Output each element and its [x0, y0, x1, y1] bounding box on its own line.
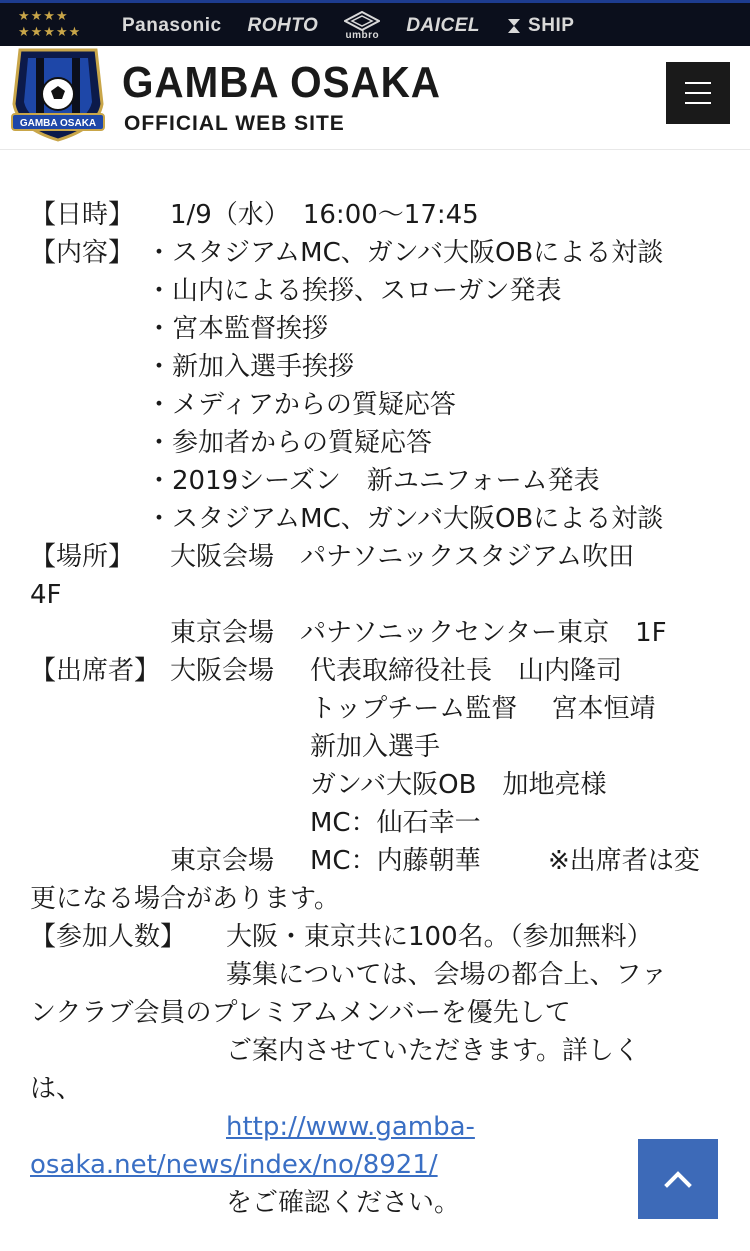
- list-item: ・宮本監督挨拶: [146, 314, 329, 344]
- news-link[interactable]: http://www.gamba-: [226, 1112, 475, 1142]
- list-item: ・メディアからの質疑応答: [146, 390, 456, 420]
- content-label: 【内容】: [30, 238, 135, 268]
- participants-label: 【参加人数】: [30, 922, 187, 952]
- site-subtitle: OFFICIAL WEB SITE: [124, 112, 345, 135]
- attendee-note-end: 更になる場合があります。: [30, 884, 340, 914]
- chevron-up-icon: [663, 1169, 693, 1189]
- place-tokyo: 東京会場 パナソニックセンター東京 1F: [170, 618, 667, 648]
- recruit-text: は、: [30, 1074, 83, 1104]
- place-row: [30, 538, 720, 576]
- attendee-item: トップチーム監督 宮本恒靖: [310, 694, 656, 724]
- list-item: ・山内による挨拶、スローガン発表: [146, 276, 562, 306]
- attendee-item: 代表取締役社長 山内隆司: [310, 656, 623, 686]
- list-item: ・スタジアムMC、ガンバ大阪OBによる対談: [146, 504, 664, 534]
- news-link-continued[interactable]: osaka.net/news/index/no/8921/: [30, 1150, 438, 1180]
- date-value: 1/9（水） 16:00～17:45: [170, 200, 479, 230]
- list-item: ・新加入選手挨拶: [146, 352, 355, 382]
- club-crest-logo[interactable]: [6, 44, 110, 144]
- date-row: [30, 196, 720, 234]
- tokyo-mc: MC：内藤朝華: [310, 846, 481, 876]
- menu-button[interactable]: [666, 62, 730, 124]
- svg-text:GAMBA OSAKA: GAMBA OSAKA: [19, 118, 97, 129]
- attendee-item: MC：仙石幸一: [310, 808, 481, 838]
- sponsor-logo-rohto[interactable]: ROHTO: [247, 15, 319, 36]
- content-row: [30, 234, 720, 272]
- participants-value: 大阪・東京共に100名。（参加無料）: [226, 922, 653, 952]
- place-osaka: 大阪会場 パナソニックスタジアム吹田: [170, 542, 635, 572]
- sponsor-logo-umbro[interactable]: umbro: [344, 11, 380, 41]
- recruit-text: ご案内させていただきます。詳しく: [226, 1036, 640, 1066]
- sponsor-logo-daicel[interactable]: DAICEL: [406, 15, 481, 36]
- confirm-text: をご確認ください。: [226, 1188, 461, 1218]
- attendee-item: ガンバ大阪OB 加地亮様: [310, 770, 607, 800]
- championship-stars: ★★★★ ★★★★★: [18, 9, 82, 40]
- attendees-label: 【出席者】: [30, 656, 161, 686]
- place-osaka-floor: 4F: [30, 580, 62, 610]
- attendee-item: 新加入選手: [310, 732, 441, 762]
- event-article: [30, 196, 720, 1222]
- tokyo-venue: 東京会場: [170, 846, 275, 876]
- sponsor-bar: [0, 0, 750, 46]
- hamburger-icon: [685, 82, 711, 84]
- umbro-diamond-icon: [344, 11, 380, 31]
- list-item: ・スタジアムMC、ガンバ大阪OBによる対談: [146, 238, 664, 268]
- recruit-text: ンクラブ会員のプレミアムメンバーを優先して: [30, 998, 571, 1028]
- attendees-row: [30, 652, 720, 690]
- list-item: ・参加者からの質疑応答: [146, 428, 433, 458]
- osaka-venue: 大阪会場: [170, 656, 275, 686]
- sponsor-list: [122, 3, 574, 49]
- site-title[interactable]: GAMBA OSAKA: [122, 58, 441, 107]
- ship-logo-icon: [506, 17, 524, 35]
- attendee-note: ※出席者は変: [548, 846, 700, 876]
- sponsor-logo-panasonic[interactable]: Panasonic: [122, 15, 222, 36]
- site-header: [0, 46, 750, 150]
- back-to-top-button[interactable]: [638, 1139, 718, 1219]
- participants-row: [30, 918, 720, 956]
- date-label: 【日時】: [30, 200, 135, 230]
- place-label: 【場所】: [30, 542, 135, 572]
- list-item: ・2019シーズン 新ユニフォーム発表: [146, 466, 600, 496]
- sponsor-logo-ship[interactable]: SHIP: [506, 15, 574, 37]
- recruit-text: 募集については、会場の都合上、ファ: [226, 960, 667, 990]
